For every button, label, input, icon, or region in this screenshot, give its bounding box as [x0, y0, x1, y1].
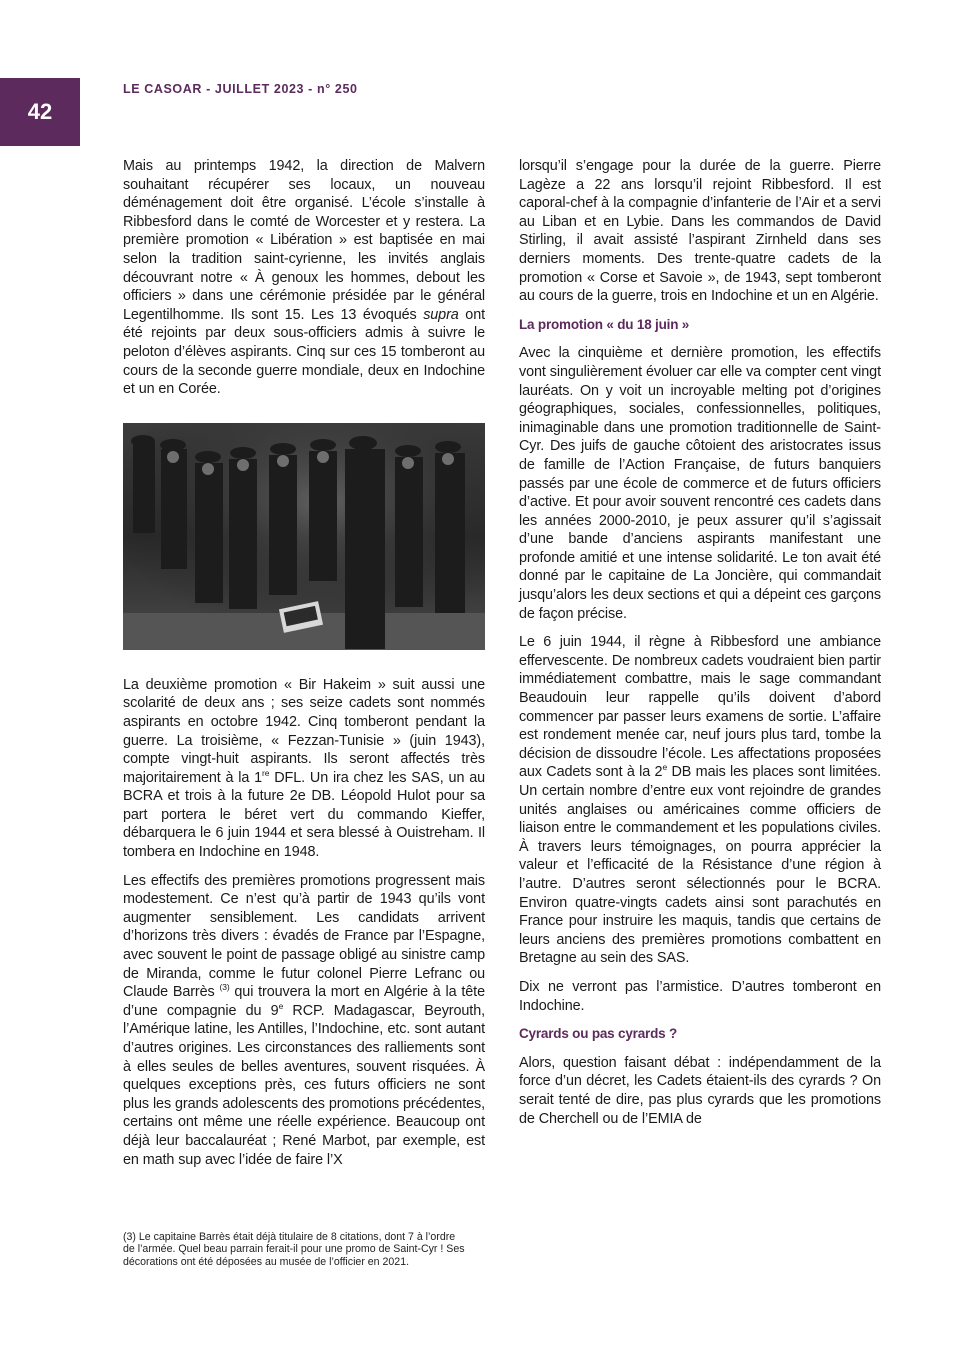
- paragraph: Alors, question faisant débat : indépendamment de la force d’un décret, les Cadets étaient-ils des cyrards ? On serait tenté de dire, pas plus cyrards que les promotions de Cherchell ou de l’EMIA de: [519, 1054, 881, 1127]
- paragraph: Dix ne verront pas l’armistice. D’autres tomberont en Indochine.: [519, 978, 881, 1014]
- footnote: (3) Le capitaine Barrès était déjà titulaire de 8 citations, dont 7 à l’ordre de l’armée. Quel beau parrain ferait-il pour une promo de Saint-Cyr ! Ses décorations ont été déposées au musée de l’officier en 2021.: [123, 1231, 465, 1268]
- superscript: e: [278, 1001, 284, 1012]
- section-heading: La promotion « du 18 juin »: [519, 316, 690, 332]
- text: RCP. Madagascar, Beyrouth, l’Amérique latine, les Antilles, l’Indochine, etc. sont autant d’autres origines. Les circonstances des ralliements sont à elles seules de belles aventures, souvent risquées. À quelques exceptions près, ces futurs officiers ne sont plus les grands adolescents des promotions précédentes, certains ont même une réelle expérience. Beaucoup ont déjà leur baccalauréat ; René Marbot, par exemple, est en math sup avec l’idée de faire l’X: [123, 1002, 485, 1168]
- paragraph: [123, 157, 485, 399]
- left-column: [123, 157, 485, 1169]
- right-column: [519, 157, 881, 1128]
- section-heading: Cyrards ou pas cyrards ?: [519, 1026, 678, 1042]
- superscript: e: [662, 762, 668, 773]
- text: La deuxième promotion « Bir Hakeim » suit aussi une scolarité de deux ans ; ses seize cadets sont nommés aspirants en octobre 1942. Cinq tomberont pendant la guerre. La troisième, « Fezzan-Tunisie » (juin 1943), compte vingt-huit aspirants. Ils seront affectés très majoritairement à la 1: [123, 676, 485, 786]
- page-number-tab: [0, 78, 80, 146]
- superscript: re: [262, 767, 270, 778]
- text: DFL. Un ira chez les SAS, un au BCRA et trois à la future 2e DB. Léopold Hulot pour sa part portera le béret vert du commando Kieffer, débarquera le 6 juin 1944 et sera blessé à Ouistreham. Il tombera en Indochine en 1948.: [123, 769, 486, 861]
- emphasis: supra: [423, 306, 459, 323]
- text: qui trouvera la mort en Algérie à la tête d’une compagnie du 9: [123, 984, 485, 1019]
- text: ont été rejoints par deux sous-officiers admis à suivre le peloton d’élèves aspirants. Cinq sur ces 15 tomberont au cours de la seconde guerre mondiale, deux en Indochine et un en Corée.: [123, 306, 485, 398]
- paragraph: [519, 633, 881, 968]
- footnote-ref: (3): [219, 982, 230, 993]
- text: Mais au printemps 1942, la direction de Malvern souhaitant récupérer ses locaux, un nouveau déménagement doit être organisé. L’école s’installe à Ribbesford dans le comté de Worcester et y restera. La première promotion « Libération » est baptisée en mai selon la tradition saint-cyrienne, les invités anglais découvrant notre « À genoux les hommes, debout les officiers » dans une cérémonie présidée par le général Legentilhomme. Ils sont 15. Les 13 évoqués: [123, 158, 485, 323]
- paragraph: lorsqu’il s’engage pour la durée de la guerre. Pierre Lagèze a 22 ans lorsqu’il rejoint Ribbesford. Il est caporal-chef à la compagnie d’infanterie de l’Air et a servi au Liban et en Lybie. Dans les commandos de David Stirling, il avait assisté l’aspirant Zirnheld dans ses derniers moments. Des trente-quatre cadets de la promotion « Corse et Savoie », de 1943, sept tomberont au cours de la guerre, trois en Indochine et un en Algérie.: [519, 158, 881, 305]
- paragraph: [123, 872, 485, 1170]
- paragraph: [123, 676, 485, 862]
- historical-photo: [123, 423, 485, 650]
- text: Le 6 juin 1944, il règne à Ribbesford une ambiance effervescente. De nombreux cadets voudraient bien partir immédiatement combattre, mais le sage commandant Beaudouin leur rappelle qu’ils doivent d’abord commencer par passer leurs examens de sortie. L’affaire est rondement menée car, neuf jours plus tard, tombe la décision de dissoudre l’école. Les affectations proposées aux Cadets sont à la 2: [519, 634, 881, 781]
- page-number: 42: [27, 99, 53, 124]
- paragraph: Avec la cinquième et dernière promotion, les effectifs vont singulièrement évoluer car elle va compter cent vingt lauréats. On y voit un incroyable melting pot d’origines géographiques, sociales, confessionnelles, politiques, inimaginable dans une promotion traditionnelle de Saint-Cyr. Des juifs de gauche côtoient des aristocrates issus de famille de l’Action Française, de futurs banquiers passés par une école de commerce et de futurs officiers d’active. Et pour avoir souvent rencontré ces cadets dans les années 2000-2010, je peux assurer qu’il s’agissait d’une bande d’anciens aspirants manifestant une profonde amitié et une intense solidarité. Le ton avait été donné par le capitaine de La Joncière, qui commandait jusqu’alors les deux sections et qui a dépeint ces garçons de façon précise.: [519, 345, 881, 622]
- soldiers-group-photo: [123, 423, 485, 650]
- text: DB mais les places sont limitées. Un certain nombre d’entre eux vont rejoindre de grandes unités anglaises ou américaines comme officiers de liaison entre le commandement et les populations civiles. À travers leurs témoignages, on pourra apprécier la valeur et l’efficacité de la Résistance d’une région à l’autre. D’autres seront sélectionnés pour le BCRA. Environ quatre-vingts cadets ainsi sont parachutés en France pour instruire les maquis, tandis que certains de leurs anciens des premières promotions combattent en Bretagne au sein des SAS.: [519, 764, 882, 967]
- running-header: LE CASOAR - JUILLET 2023 - n° 250: [123, 82, 358, 96]
- text: Les effectifs des premières promotions progressent mais modestement. Ce n’est qu’à partir de 1943 qu’ils vont augmenter sensiblement. Les candidats arrivent d’horizons très divers : évadés de France par l’Espagne, avec souvent le point de passage obligé au sinistre camp de Miranda, comme le futur colonel Pierre Lefranc ou Claude Barrès: [123, 872, 485, 1001]
